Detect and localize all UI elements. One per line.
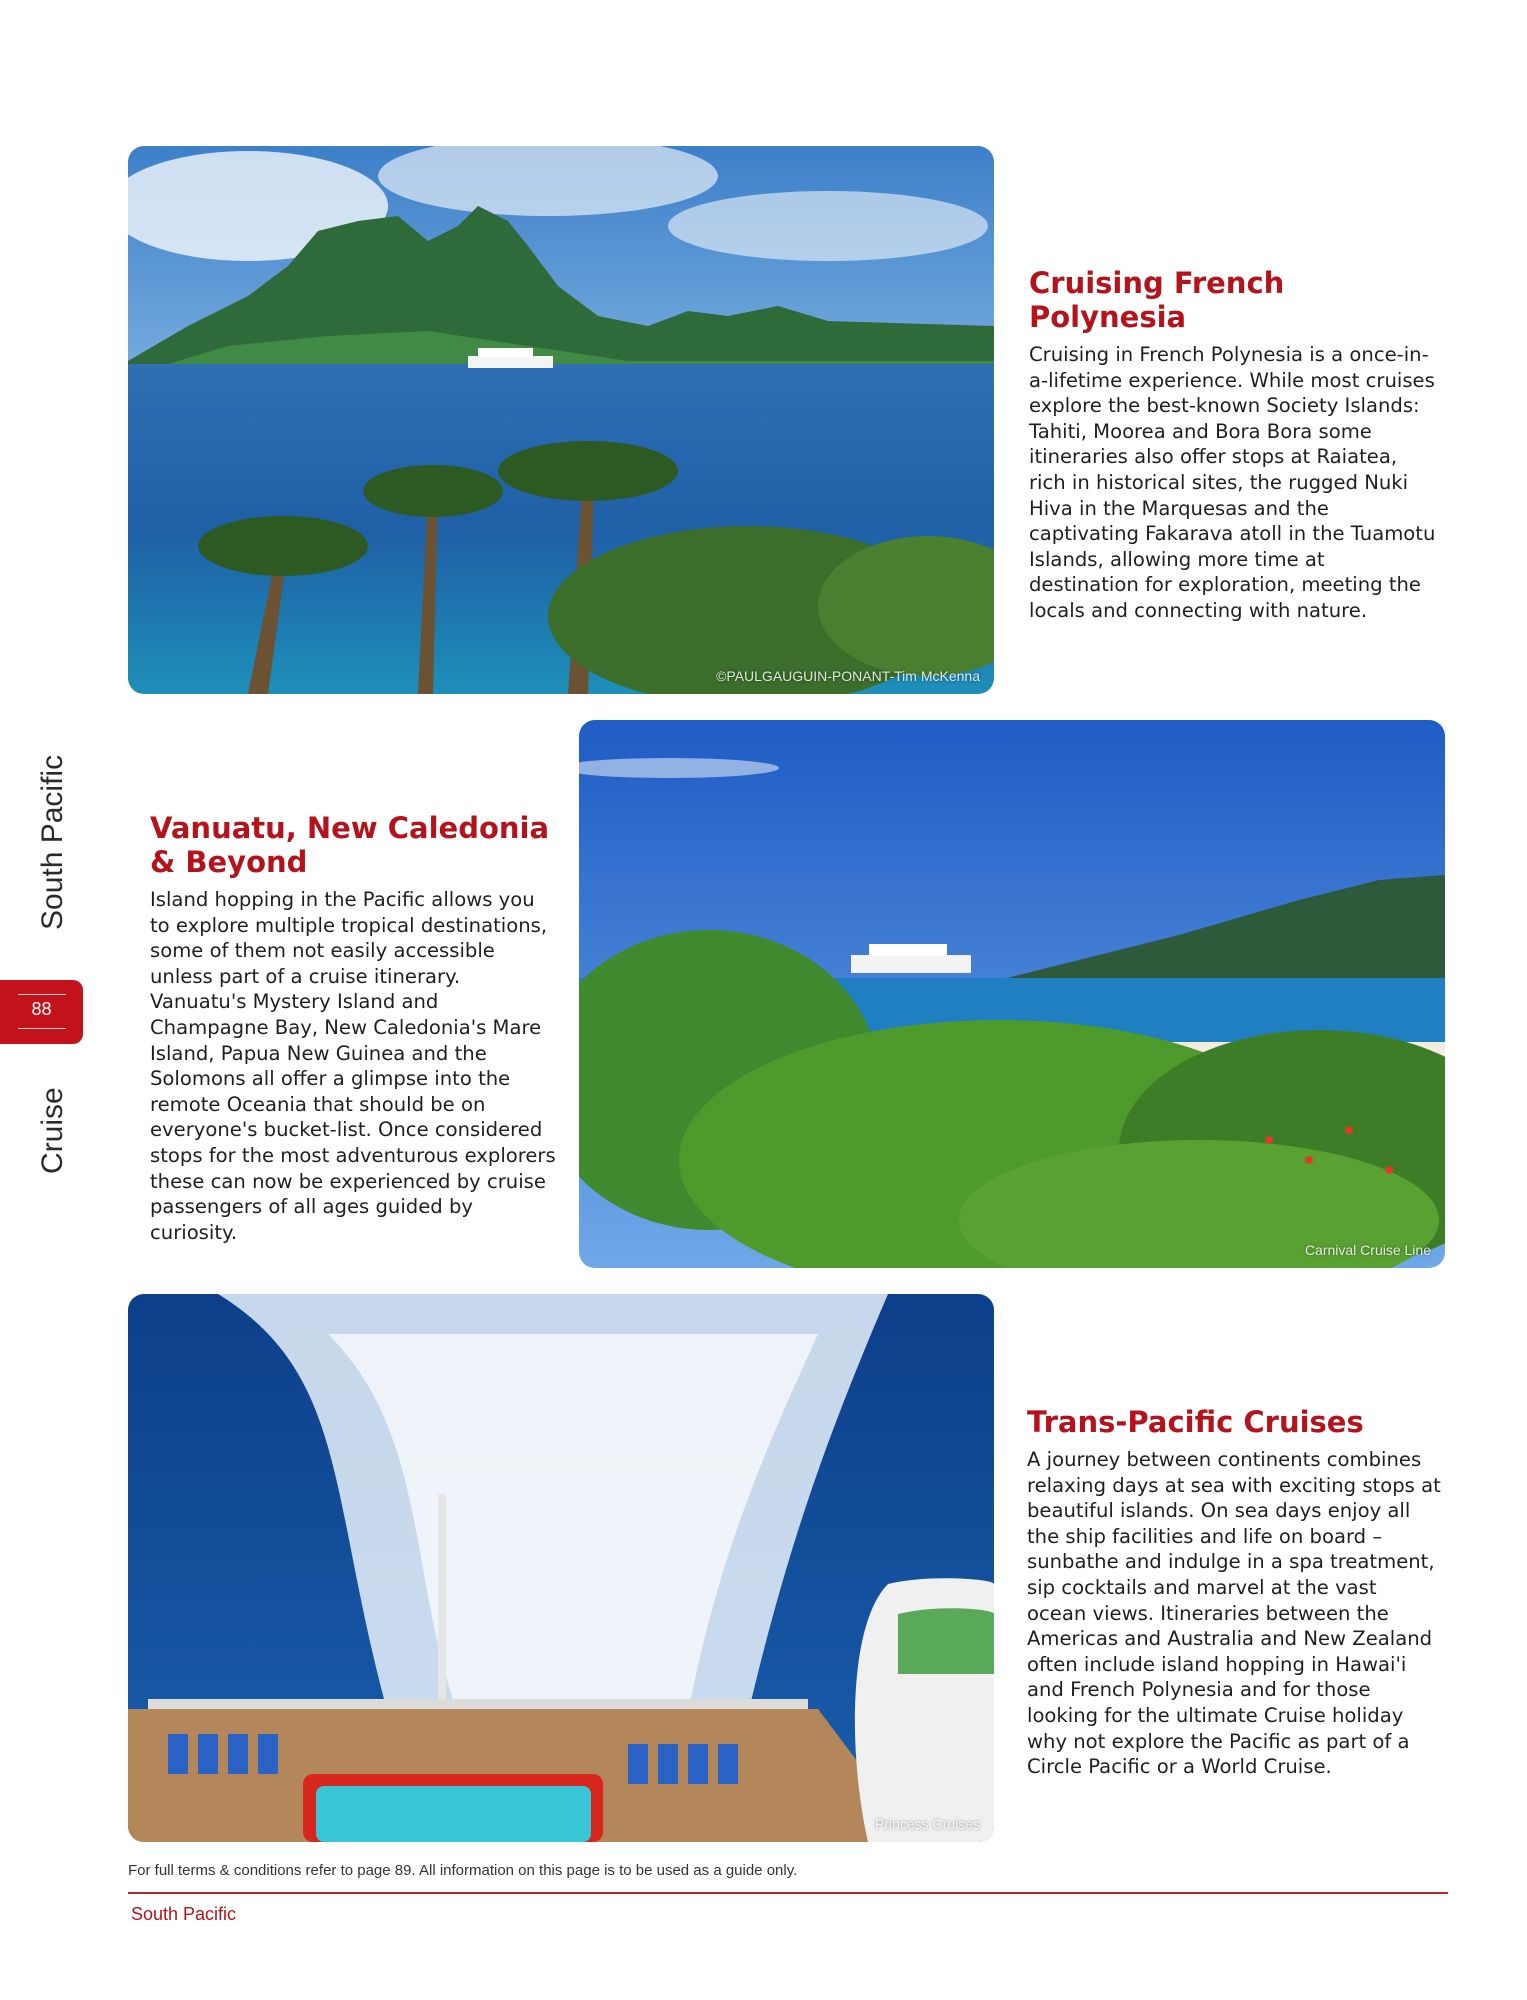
tab-rule-bottom [18,1028,66,1029]
vanuatu-illustration [579,720,1445,1268]
section-french-polynesia [1029,266,1439,624]
page-number: 88 [31,999,52,1019]
section-trans-pacific [1027,1405,1442,1780]
section-title: Vanuatu, New Caledonia & Beyond [150,811,550,879]
photo-credit: ©PAULGAUGUIN-PONANT-Tim McKenna [716,668,980,684]
french-polynesia-illustration [128,146,994,694]
section-body: Island hopping in the Pacific allows you to explore multiple tropical destinations, some of them not easily accessible unless part of a cruise itinerary. Vanuatu's Mystery Island and Champagne Bay, New Caledonia's Mare Island, Papua New Guinea and the Solomons all offer a glimpse into the remote Oceania that should be on everyone's bucket-list. Once considered stops for the most adventurous explorers these can now be experienced by cruise passengers of all ages guided by curiosity. [150,888,556,1244]
photo-credit: Carnival Cruise Line [1304,1242,1431,1258]
footer-section-label: South Pacific [131,1904,237,1924]
section-body: A journey between continents combines relaxing days at sea with exciting stops at beautiful islands. On sea days enjoy all the ship facilities and life on board – sunbathe and indulge in a spa treatment, sip cocktails and marvel at the vast ocean views. Itineraries between the Americas and Australia and New Zealand often include island hopping in Hawai'i and French Polynesia and for those looking for the ultimate Cruise holiday why not explore the Pacific as part of a Circle Pacific or a World Cruise. [1027,1448,1441,1779]
section-body: Cruising in French Polynesia is a once-in-a-lifetime experience. While most cruises explore the best-known Society Islands: Tahiti, Moorea and Bora Bora some itineraries also offer stops at Raiatea, rich in historical sites, the rugged Nuki Hiva in the Marquesas and the captivating Fakarava atoll in the Tuamotu Islands, allowing more time at destination for exploration, meeting the locals and connecting with nature. [1029,343,1436,622]
terms-footnote: For full terms & conditions refer to page 89. All information on this page is to be used as a guide only. [128,1862,798,1879]
sidebar-region-label: South Pacific [36,754,69,930]
trans-pacific-illustration [128,1294,994,1842]
photo-credit: Princess Cruises [874,1816,980,1832]
sidebar-category-label: Cruise [36,1087,69,1174]
section-title: Trans-Pacific Cruises [1027,1405,1364,1439]
page-number-tab [0,980,83,1044]
french-polynesia-photo [128,146,994,694]
footer-divider [128,1892,1448,1894]
section-title: Cruising French Polynesia [1029,266,1285,334]
trans-pacific-photo [128,1294,994,1842]
vanuatu-photo [579,720,1445,1268]
tab-rule-top [18,994,66,995]
section-vanuatu [150,811,560,1245]
